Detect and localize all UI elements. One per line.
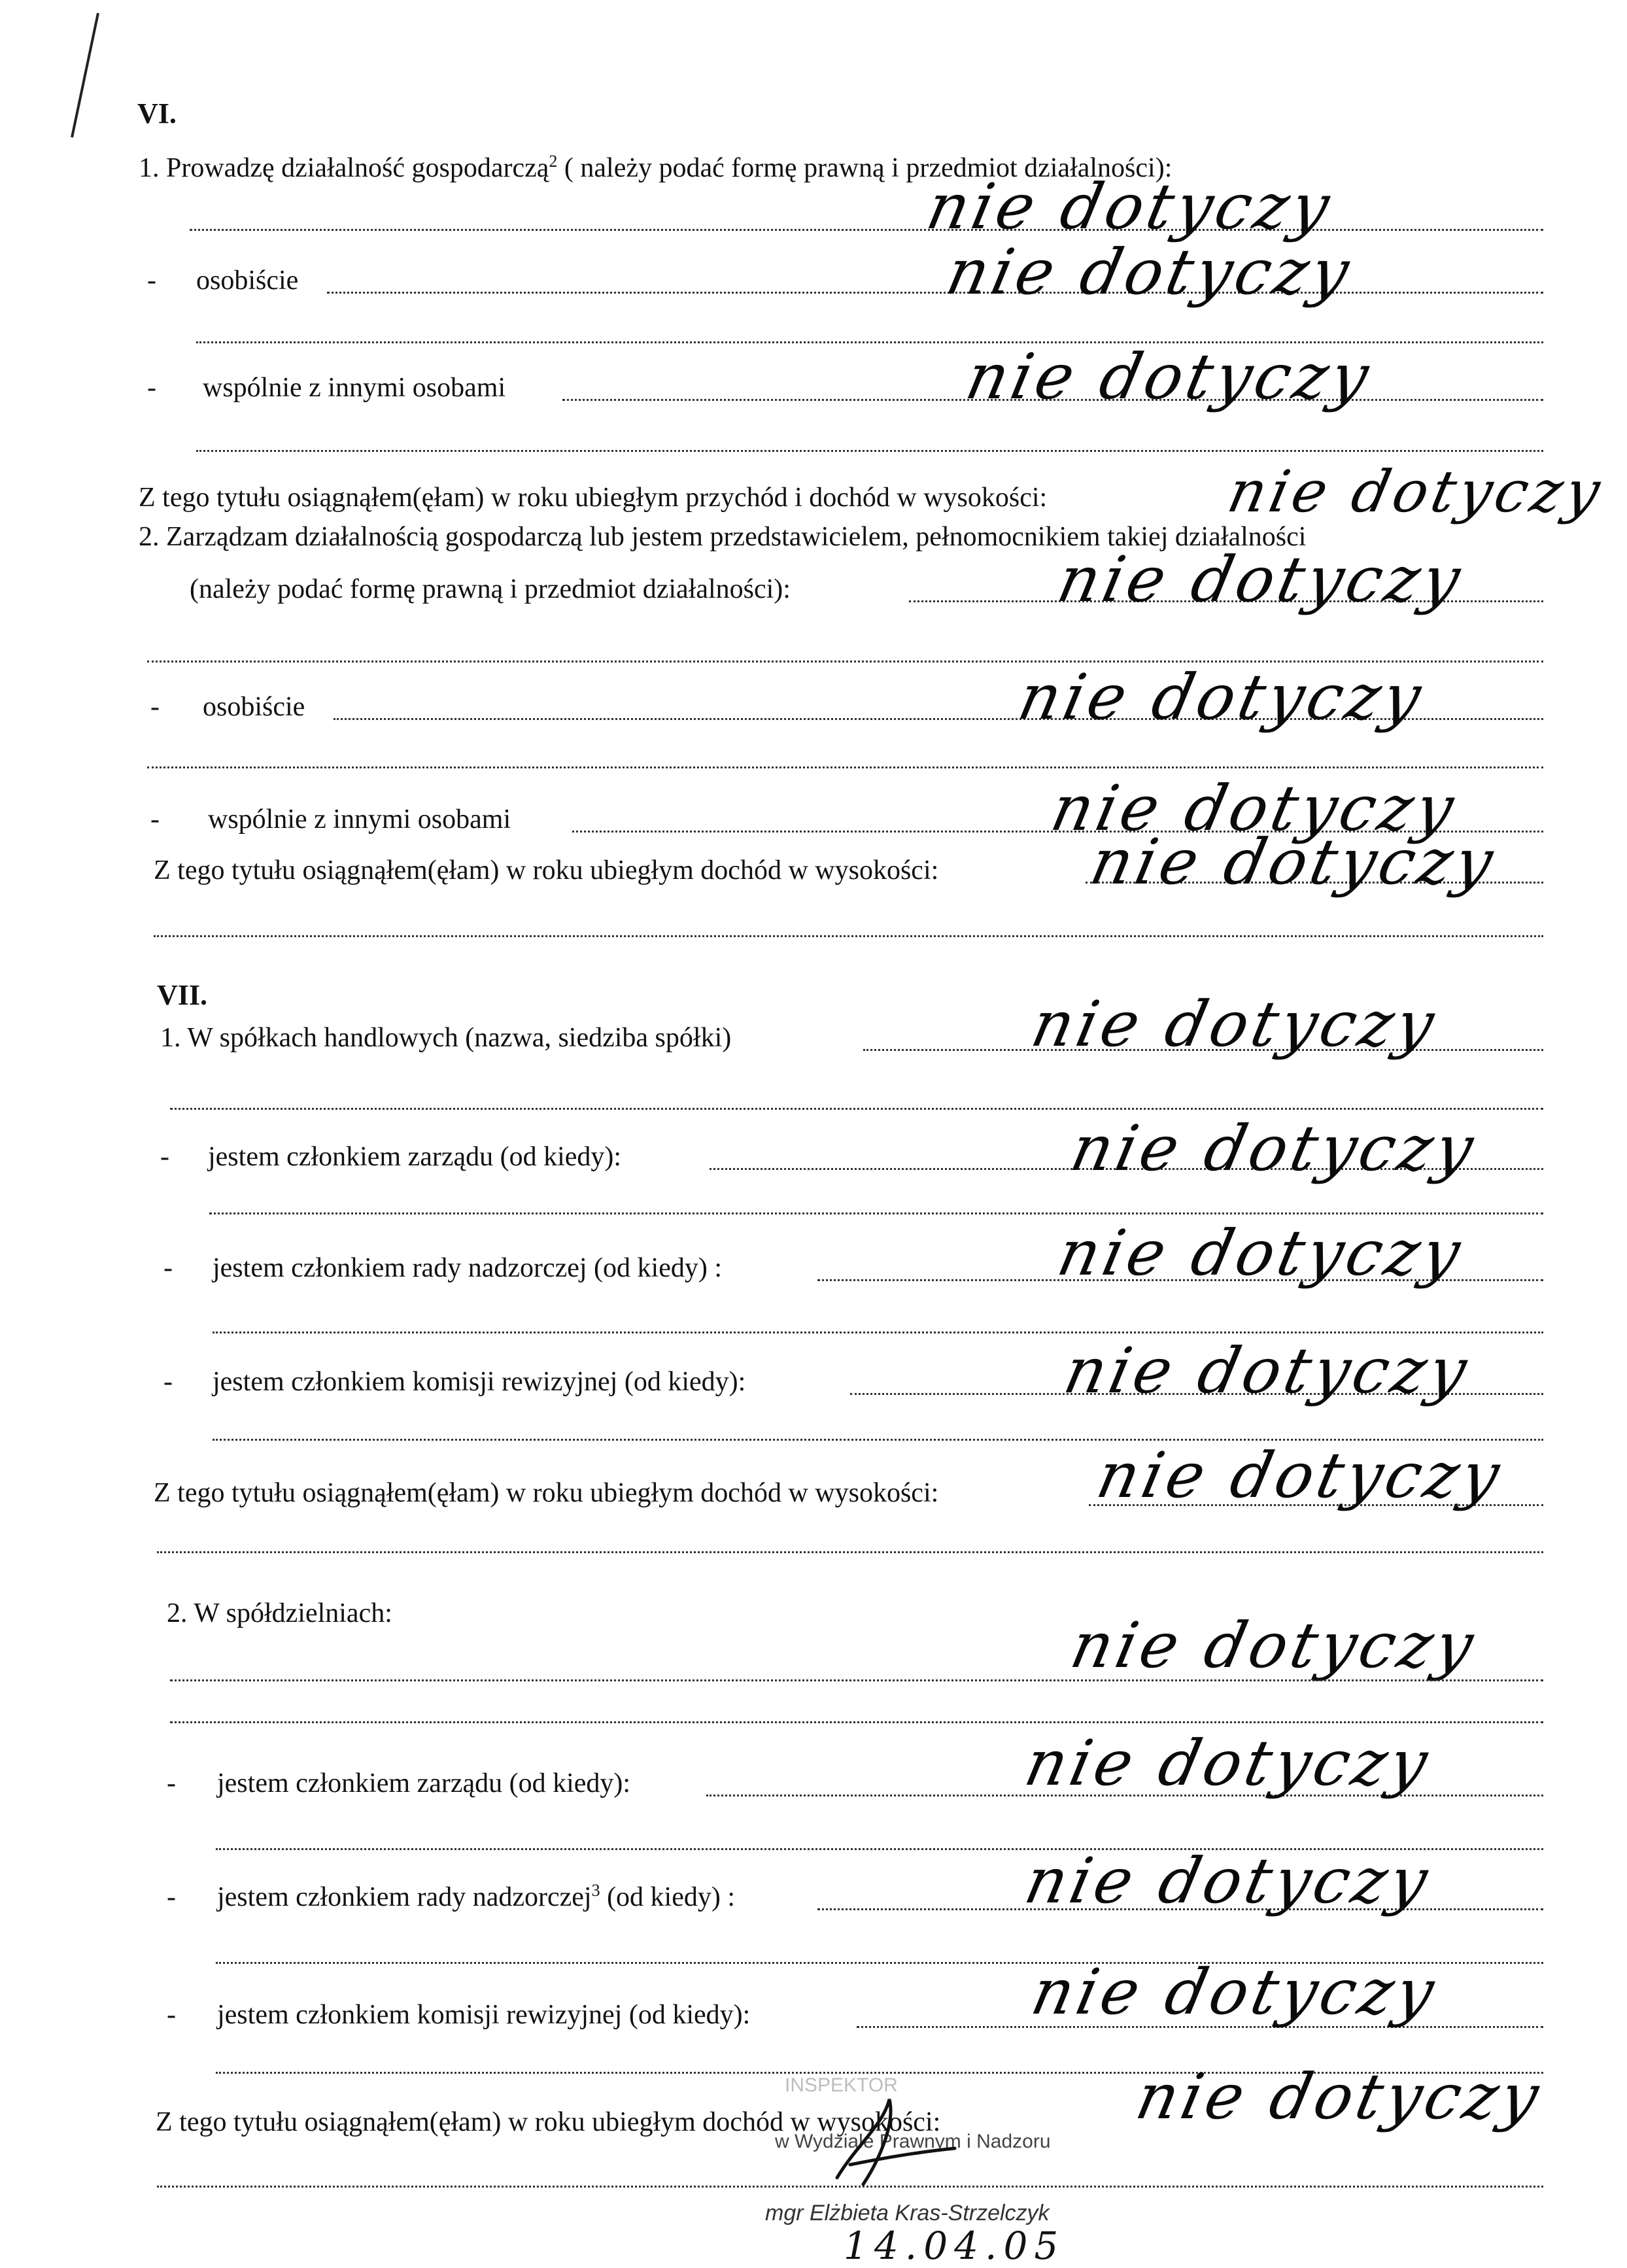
section-vii-heading: VII. bbox=[157, 979, 208, 1011]
vi-item2-answer: nie dotyczy bbox=[1052, 543, 1471, 616]
signature-icon bbox=[811, 2086, 968, 2197]
vi-income2-line2 bbox=[154, 935, 1543, 937]
vii-income1-answer: nie dotyczy bbox=[1091, 1439, 1510, 1512]
vi-d-label: wspólnie z innymi osobami bbox=[208, 804, 511, 834]
vii-item1-line2 bbox=[170, 1108, 1543, 1110]
vii-zarzad-answer: nie dotyczy bbox=[1065, 1112, 1484, 1185]
stamp-name: mgr Elżbieta Kras-Strzelczyk bbox=[765, 2201, 1050, 2225]
vi-c-dash: - bbox=[150, 692, 160, 722]
vii-komisja-dash: - bbox=[163, 1367, 173, 1397]
vii-zarzad2-label: jestem członkiem zarządu (od kiedy): bbox=[217, 1768, 631, 1798]
vi-a-label: osobiście bbox=[196, 266, 299, 296]
vii-income1-line2 bbox=[157, 1551, 1543, 1553]
vii-rada2-dash: - bbox=[167, 1882, 176, 1912]
vii-rada-answer: nie dotyczy bbox=[1052, 1216, 1471, 1290]
vi-item2-text: 2. Zarządzam działalnością gospodarczą lub jestem przedstawicielem, pełnomocnikiem takiej działalności bbox=[139, 522, 1307, 552]
vi-b-dash: - bbox=[147, 373, 156, 403]
vii-zarzad2-answer: nie dotyczy bbox=[1019, 1727, 1438, 1800]
vii-komisja2-answer: nie dotyczy bbox=[1025, 1955, 1445, 2029]
stamp-line1: INSPEKTOR bbox=[785, 2074, 898, 2096]
vi-b-line2 bbox=[196, 450, 1543, 452]
vi-item1-label: 1. Prowadzę działalność gospodarczą bbox=[139, 153, 549, 183]
vii-item2-answer: nie dotyczy bbox=[1065, 1609, 1484, 1682]
vi-d-dash: - bbox=[150, 804, 160, 834]
footnote-3: 3 bbox=[591, 1881, 600, 1900]
vi-c-label: osobiście bbox=[203, 692, 305, 722]
vii-rada2-answer: nie dotyczy bbox=[1019, 1844, 1438, 1917]
vi-income1-answer: nie dotyczy bbox=[1222, 458, 1610, 525]
vi-item2-cont: (należy podać formę prawną i przedmiot działalności): bbox=[190, 574, 791, 604]
margin-mark-icon bbox=[52, 7, 111, 150]
vi-income2-answer: nie dotyczy bbox=[1084, 825, 1503, 899]
vii-item1-text: 1. W spółkach handlowych (nazwa, siedziba spółki) bbox=[160, 1023, 732, 1053]
vi-income2-text: Z tego tytułu osiągnąłem(ęłam) w roku ubiegłym dochód w wysokości: bbox=[154, 855, 939, 885]
vii-rada2-tail: (od kiedy) : bbox=[600, 1882, 736, 1912]
vii-rada-dash: - bbox=[163, 1253, 173, 1283]
vii-zarzad2-dash: - bbox=[167, 1768, 176, 1798]
vii-zarzad-dash: - bbox=[160, 1142, 169, 1172]
vii-komisja-answer: nie dotyczy bbox=[1058, 1334, 1477, 1407]
footnote-2: 2 bbox=[549, 152, 558, 171]
vii-item2-line2 bbox=[170, 1721, 1543, 1723]
vii-income2-answer: nie dotyczy bbox=[1130, 2060, 1549, 2133]
vi-c-line2 bbox=[147, 766, 1543, 768]
vii-income1-text: Z tego tytułu osiągnąłem(ęłam) w roku ubiegłym dochód w wysokości: bbox=[154, 1478, 939, 1508]
vii-rada-label: jestem członkiem rady nadzorczej (od kiedy) : bbox=[213, 1253, 723, 1283]
vi-c-answer: nie dotyczy bbox=[1012, 661, 1431, 734]
vi-b-answer: nie dotyczy bbox=[960, 340, 1379, 413]
vii-komisja-label: jestem członkiem komisji rewizyjnej (od kiedy): bbox=[213, 1367, 746, 1397]
vii-zarzad-label: jestem członkiem zarządu (od kiedy): bbox=[208, 1142, 622, 1172]
vii-komisja2-dash: - bbox=[167, 2000, 176, 2030]
vi-income1-text: Z tego tytułu osiągnąłem(ęłam) w roku ubiegłym przychód i dochód w wysokości: bbox=[139, 483, 1048, 513]
vii-item2-text: 2. W spółdzielniach: bbox=[167, 1598, 392, 1628]
vi-a-dash: - bbox=[147, 266, 156, 296]
vii-rada2-label: jestem członkiem rady nadzorczej bbox=[217, 1882, 592, 1912]
stamp-line2: w Wydziale Prawnym i Nadzoru bbox=[775, 2131, 1051, 2152]
vii-item2-line bbox=[170, 1679, 1543, 1681]
vii-rada-line2 bbox=[213, 1332, 1543, 1333]
section-vi-heading: VI. bbox=[137, 97, 177, 129]
vi-d-answer: nie dotyczy bbox=[1045, 772, 1464, 845]
vi-item1-answer: nie dotyczy bbox=[921, 170, 1340, 243]
vi-b-label: wspólnie z innymi osobami bbox=[203, 373, 506, 403]
vii-zarzad-line2 bbox=[209, 1212, 1543, 1214]
stamp-date: 14.04.05 bbox=[844, 2224, 1065, 2268]
vii-komisja2-label: jestem członkiem komisji rewizyjnej (od kiedy): bbox=[217, 2000, 751, 2030]
vi-a-line bbox=[327, 292, 1543, 294]
vi-item1-answer-line bbox=[190, 229, 1543, 231]
vi-a-answer: nie dotyczy bbox=[940, 235, 1360, 309]
vi-item1-tail: ( należy podać formę prawną i przedmiot działalności): bbox=[557, 153, 1173, 183]
vii-item1-answer: nie dotyczy bbox=[1025, 988, 1445, 1061]
vii-rada2-text bbox=[217, 1883, 735, 1911]
vii-income2-text: Z tego tytułu osiągnąłem(ęłam) w roku ubiegłym dochód w wysokości: bbox=[156, 2107, 941, 2137]
